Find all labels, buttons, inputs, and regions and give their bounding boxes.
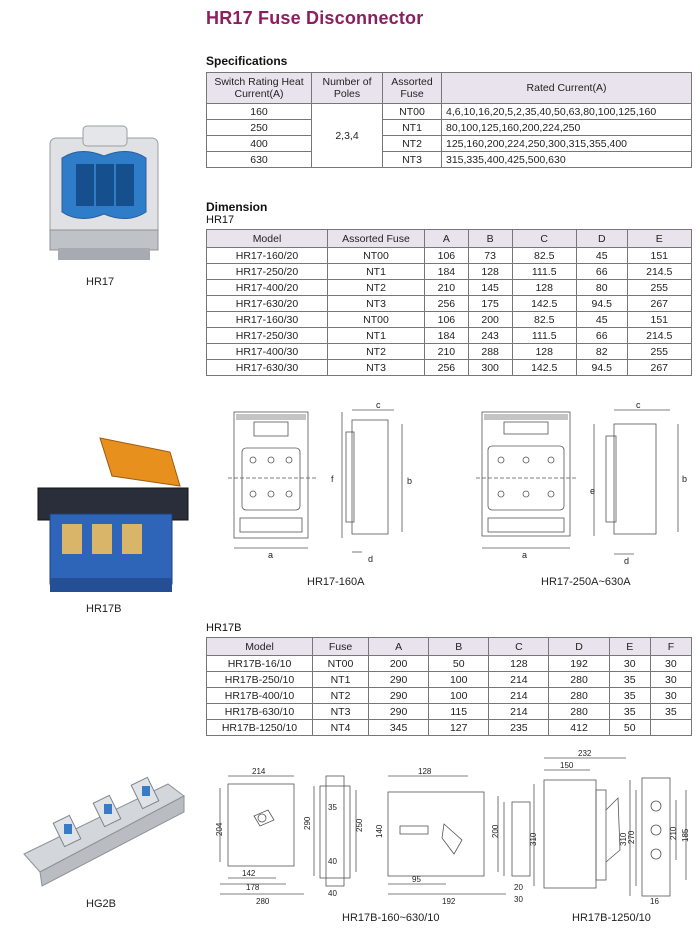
table-cell: 35: [609, 672, 650, 688]
table-cell: 30: [609, 656, 650, 672]
table-cell: 128: [512, 344, 576, 360]
table-cell: HR17B-250/10: [207, 672, 313, 688]
hr17b-label: HR17B: [86, 603, 122, 615]
table-cell: HR17-400/20: [207, 280, 328, 296]
dim-value: 232: [578, 749, 592, 758]
table-cell: [650, 720, 691, 736]
table-cell: HR17B-630/10: [207, 704, 313, 720]
dim-value: 95: [412, 875, 421, 884]
specifications-heading: Specifications: [206, 54, 288, 68]
table-cell: NT2: [328, 344, 425, 360]
dim-value: 280: [256, 897, 270, 906]
hr17b-160-630-drawing: [216, 766, 546, 908]
dim-value: 200: [491, 824, 500, 838]
hr17b-header: E: [609, 638, 650, 656]
table-cell: 66: [576, 328, 627, 344]
dim-value: 20: [514, 883, 523, 892]
table-row: [207, 312, 692, 328]
table-cell: NT1: [328, 328, 425, 344]
dim-header: E: [627, 230, 691, 248]
dim-value: 35: [328, 803, 337, 812]
table-cell: HR17-160/20: [207, 248, 328, 264]
table-cell: 210: [425, 344, 469, 360]
spec-rating: 400: [207, 136, 312, 152]
table-row: [207, 672, 692, 688]
table-cell: HR17-630/30: [207, 360, 328, 376]
dim-value: 150: [560, 761, 574, 770]
dim-header: Assorted Fuse: [328, 230, 425, 248]
spec-rating: 250: [207, 120, 312, 136]
hr17b-header: F: [650, 638, 691, 656]
table-row: [207, 704, 692, 720]
dim-letter-b: b: [682, 474, 688, 484]
table-cell: HR17-400/30: [207, 344, 328, 360]
dim-header: Model: [207, 230, 328, 248]
table-cell: 128: [512, 280, 576, 296]
table-cell: 94.5: [576, 296, 627, 312]
dim-value: 310: [619, 832, 628, 846]
spec-header-poles: Number of Poles: [312, 73, 383, 104]
table-cell: NT3: [328, 360, 425, 376]
dim-value: 310: [529, 832, 538, 846]
dimension-table: [206, 229, 692, 376]
table-cell: 66: [576, 264, 627, 280]
table-row: [207, 104, 692, 120]
table-cell: 80: [576, 280, 627, 296]
table-cell: 111.5: [512, 264, 576, 280]
table-cell: 30: [650, 672, 691, 688]
table-cell: 243: [468, 328, 512, 344]
table-cell: 175: [468, 296, 512, 312]
hr17b-header: Fuse: [313, 638, 369, 656]
table-cell: 73: [468, 248, 512, 264]
dim-value: 142: [242, 869, 256, 878]
dimension-table-body: [207, 248, 692, 376]
table-cell: 115: [429, 704, 489, 720]
dim-letter-b: b: [407, 476, 413, 486]
dim-value: 290: [303, 816, 312, 830]
table-row: [207, 248, 692, 264]
table-cell: 45: [576, 248, 627, 264]
dim-header: A: [425, 230, 469, 248]
table-cell: 106: [425, 248, 469, 264]
dim-value: 178: [246, 883, 260, 892]
dim-letter-f: f: [331, 474, 334, 484]
dim-letter-e: e: [590, 486, 596, 496]
table-cell: 128: [489, 656, 549, 672]
table-cell: HR17B-400/10: [207, 688, 313, 704]
table-cell: 82.5: [512, 312, 576, 328]
table-cell: NT2: [313, 688, 369, 704]
spec-rating: 630: [207, 152, 312, 168]
dim-value: 40: [328, 889, 337, 898]
caption-hr17-250a-630a: HR17-250A~630A: [541, 576, 631, 588]
table-cell: HR17-250/30: [207, 328, 328, 344]
table-cell: NT1: [328, 264, 425, 280]
dimension-heading: Dimension: [206, 200, 268, 214]
table-cell: HR17-250/20: [207, 264, 328, 280]
table-cell: 50: [609, 720, 650, 736]
dim-letter-c: c: [636, 400, 641, 410]
table-cell: 82: [576, 344, 627, 360]
spec-poles: 2,3,4: [312, 104, 383, 168]
hr17b-header: Model: [207, 638, 313, 656]
table-row: [207, 360, 692, 376]
table-row: [207, 296, 692, 312]
hr17b-header: B: [429, 638, 489, 656]
spec-fuse: NT00: [383, 104, 442, 120]
hr17b-header: C: [489, 638, 549, 656]
table-cell: 288: [468, 344, 512, 360]
spec-fuse: NT2: [383, 136, 442, 152]
table-cell: 280: [549, 688, 609, 704]
spec-current: 80,100,125,160,200,224,250: [442, 120, 692, 136]
table-cell: NT00: [328, 248, 425, 264]
table-cell: 151: [627, 312, 691, 328]
table-cell: 255: [627, 344, 691, 360]
spec-header-current: Rated Current(A): [442, 73, 692, 104]
caption-hr17-160a: HR17-160A: [307, 576, 365, 588]
dim-value: 210: [669, 826, 678, 840]
table-row: [207, 280, 692, 296]
dim-value: 16: [650, 897, 659, 906]
dim-header: C: [512, 230, 576, 248]
table-row: [207, 152, 692, 168]
table-cell: 267: [627, 360, 691, 376]
table-row: [207, 328, 692, 344]
hr17-product-image: [28, 120, 178, 270]
dim-letter-a: a: [522, 550, 528, 560]
dim-value: 214: [252, 767, 266, 776]
table-cell: 210: [425, 280, 469, 296]
dim-value: 30: [514, 895, 523, 904]
table-cell: 94.5: [576, 360, 627, 376]
table-cell: HR17-630/20: [207, 296, 328, 312]
table-cell: 214: [489, 688, 549, 704]
table-cell: 30: [650, 656, 691, 672]
table-cell: 280: [549, 672, 609, 688]
hr17b-1250-drawing: [530, 750, 696, 908]
dim-value: 204: [215, 822, 224, 836]
hr17b-header: D: [549, 638, 609, 656]
spec-fuse: NT1: [383, 120, 442, 136]
hr17b-product-image: [30, 428, 190, 598]
spec-rating: 160: [207, 104, 312, 120]
dim-letter-a: a: [268, 550, 274, 560]
table-cell: 267: [627, 296, 691, 312]
hr17-250a-630a-drawing: [474, 402, 694, 570]
table-cell: 35: [650, 704, 691, 720]
table-row: [207, 120, 692, 136]
table-cell: 128: [468, 264, 512, 280]
table-cell: 290: [369, 704, 429, 720]
table-cell: 35: [609, 704, 650, 720]
hr17b-table: [206, 637, 692, 736]
spec-fuse: NT3: [383, 152, 442, 168]
table-cell: 345: [369, 720, 429, 736]
dim-value: 128: [418, 767, 432, 776]
hg2b-label: HG2B: [86, 898, 116, 910]
hr17-label: HR17: [86, 276, 115, 288]
table-cell: 214: [489, 672, 549, 688]
table-row: [207, 136, 692, 152]
table-cell: NT2: [328, 280, 425, 296]
table-cell: NT3: [313, 704, 369, 720]
table-cell: HR17-160/30: [207, 312, 328, 328]
table-cell: HR17B-16/10: [207, 656, 313, 672]
hg2b-product-image: [18, 776, 188, 886]
table-cell: NT3: [328, 296, 425, 312]
table-cell: 214: [489, 704, 549, 720]
caption-hr17b-160-630: HR17B-160~630/10: [342, 912, 440, 924]
dimension-subheading: HR17: [206, 214, 235, 226]
table-cell: 214.5: [627, 264, 691, 280]
table-cell: 192: [549, 656, 609, 672]
table-cell: NT00: [313, 656, 369, 672]
table-cell: 290: [369, 672, 429, 688]
dim-header: D: [576, 230, 627, 248]
table-row: [207, 344, 692, 360]
table-cell: 300: [468, 360, 512, 376]
table-cell: 45: [576, 312, 627, 328]
table-cell: 100: [429, 672, 489, 688]
hr17b-subheading: HR17B: [206, 622, 242, 634]
dim-letter-d: d: [624, 556, 630, 566]
page-title: HR17 Fuse Disconnector: [206, 8, 424, 28]
spec-header-fuse: Assorted Fuse: [383, 73, 442, 104]
hr17-160a-drawing: [226, 402, 426, 570]
table-cell: 142.5: [512, 360, 576, 376]
table-row: [207, 688, 692, 704]
table-cell: 184: [425, 328, 469, 344]
spec-header-rating: Switch Rating Heat Current(A): [207, 73, 312, 104]
table-cell: HR17B-1250/10: [207, 720, 313, 736]
table-cell: 151: [627, 248, 691, 264]
dim-value: 270: [627, 830, 636, 844]
hr17b-header: A: [369, 638, 429, 656]
specifications-table: [206, 72, 692, 168]
table-cell: 111.5: [512, 328, 576, 344]
table-cell: 255: [627, 280, 691, 296]
dim-value: 40: [328, 857, 337, 866]
table-cell: 256: [425, 360, 469, 376]
table-row: [207, 656, 692, 672]
table-cell: 214.5: [627, 328, 691, 344]
dim-value: 192: [442, 897, 456, 906]
table-cell: 127: [429, 720, 489, 736]
table-cell: NT4: [313, 720, 369, 736]
hr17b-table-body: [207, 656, 692, 736]
table-cell: 280: [549, 704, 609, 720]
table-cell: 145: [468, 280, 512, 296]
table-cell: 184: [425, 264, 469, 280]
table-cell: 82.5: [512, 248, 576, 264]
dim-letter-d: d: [368, 554, 374, 564]
table-cell: 100: [429, 688, 489, 704]
table-cell: 412: [549, 720, 609, 736]
dim-value: 140: [375, 824, 384, 838]
dim-letter-c: c: [376, 400, 381, 410]
table-cell: NT1: [313, 672, 369, 688]
table-cell: 256: [425, 296, 469, 312]
table-cell: 200: [369, 656, 429, 672]
dim-value: 185: [681, 828, 690, 842]
table-cell: NT00: [328, 312, 425, 328]
table-row: [207, 720, 692, 736]
table-cell: 50: [429, 656, 489, 672]
spec-current: 4,6,10,16,20,5,2,35,40,50,63,80,100,125,160: [442, 104, 692, 120]
caption-hr17b-1250: HR17B-1250/10: [572, 912, 651, 924]
spec-current: 315,335,400,425,500,630: [442, 152, 692, 168]
table-cell: 35: [609, 688, 650, 704]
table-cell: 290: [369, 688, 429, 704]
dim-header: B: [468, 230, 512, 248]
table-cell: 30: [650, 688, 691, 704]
table-cell: 235: [489, 720, 549, 736]
table-row: [207, 264, 692, 280]
table-cell: 142.5: [512, 296, 576, 312]
table-cell: 106: [425, 312, 469, 328]
spec-current: 125,160,200,224,250,300,315,355,400: [442, 136, 692, 152]
dim-value: 250: [355, 818, 364, 832]
table-cell: 200: [468, 312, 512, 328]
